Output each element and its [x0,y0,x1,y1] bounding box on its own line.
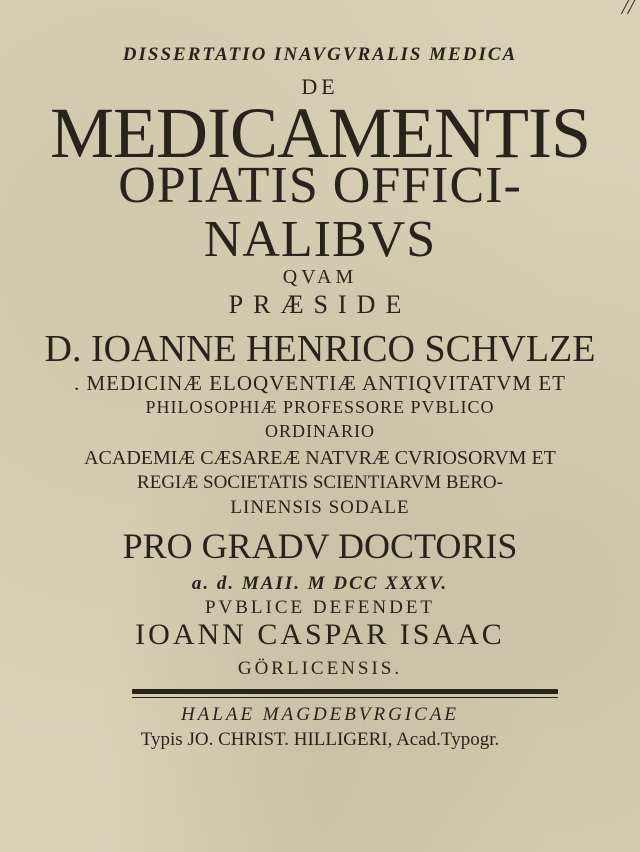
heading-dissertatio: DISSERTATIO INAVGVRALIS MEDICA [122,44,518,65]
word-qvam: QVAM [282,266,358,288]
praeses-title-4: ACADEMIÆ CÆSAREÆ NATVRÆ CVRIOSORVM ET [84,447,556,469]
praeses-title-6: LINENSIS SODALE [230,497,410,518]
divider-rule [132,689,558,694]
praeses-title-3: ORDINARIO [265,421,375,441]
praeses-title-2: PHILOSOPHIÆ PROFESSORE PVBLICO [145,397,495,417]
imprint-place: HALAE MAGDEBVRGICAE [180,704,460,725]
word-de: DE [301,74,339,99]
praeses-name: D. IOANNE HENRICO SCHVLZE [44,328,596,370]
title-nalibvs: NALIBVS [203,211,437,268]
respondent-origin: GÖRLICENSIS. [237,658,403,679]
word-praeside: PRÆSIDE [228,290,412,319]
title-opiatis: OPIATIS OFFICI- [118,157,522,214]
imprint-printer: Typis JO. CHRIST. HILLIGERI, Acad.Typogr. [140,729,500,750]
corner-mark: // [621,0,634,19]
praeses-title-5: REGIÆ SOCIETATIS SCIENTIARVM BERO- [137,472,503,493]
title-medicamentis: MEDICAMENTIS [50,93,590,173]
divider-rule-thin [132,697,558,698]
pro-gradv-doctoris: PRO GRADV DOCTORIS [122,526,518,566]
praeses-title-1: . MEDICINÆ ELOQVENTIÆ ANTIQVITATVM ET [73,371,566,395]
pvblice-defendet: PVBLICE DEFENDET [204,597,436,618]
respondent-name: IOANN CASPAR ISAAC [135,618,505,651]
defense-date: a. d. MAII. M DCC XXXV. [191,573,449,594]
